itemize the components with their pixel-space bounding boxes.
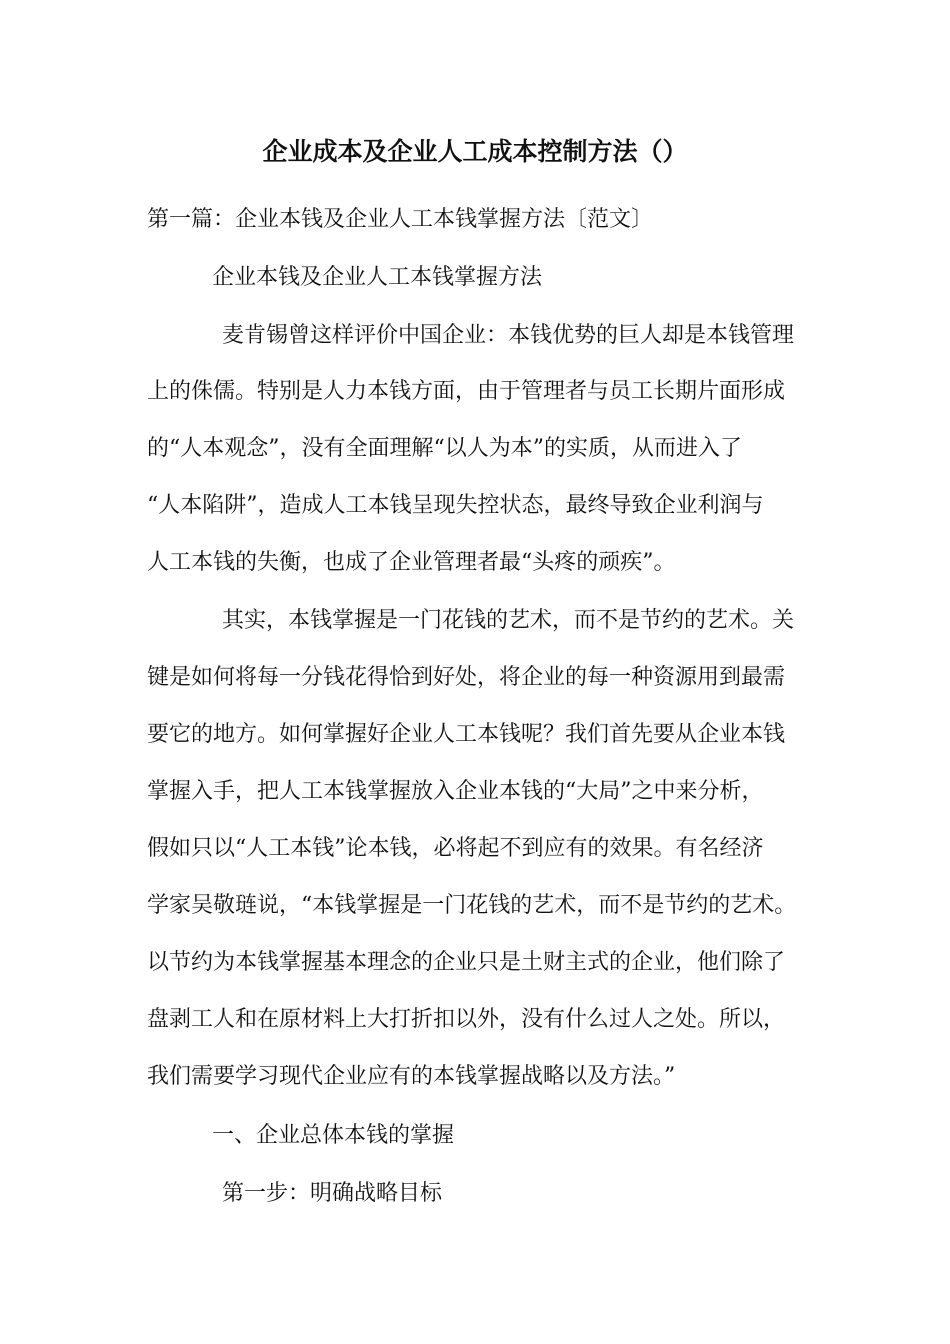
- paragraph-line: 盘剥工人和在原材料上大打折扣以外，没有什么过人之处。所以，: [147, 1007, 786, 1032]
- paragraph-line: 掌握入手，把人工本钱掌握放入企业本钱的“大局”之中来分析，: [147, 779, 764, 804]
- paragraph-line: 以节约为本钱掌握基本理念的企业只是土财主式的企业，他们除了: [147, 950, 786, 975]
- paragraph-line: 人工本钱的失衡，也成了企业管理者最“头疼的顽疾”。: [147, 550, 676, 575]
- section-heading: 第一篇：企业本钱及企业人工本钱掌握方法〔范文〕: [147, 207, 654, 232]
- paragraph-line: 麦肯锡曾这样评价中国企业：本钱优势的巨人却是本钱管理: [222, 323, 795, 348]
- paragraph-line: 我们需要学习现代企业应有的本钱掌握战略以及方法。”: [147, 1064, 676, 1089]
- paragraph-line: 上的侏儒。特别是人力本钱方面，由于管理者与员工长期片面形成: [147, 379, 786, 404]
- paragraph-line: 学家吴敬琏说，“本钱掌握是一门花钱的艺术，而不是节约的艺术。: [147, 893, 797, 918]
- subsection-heading: 企业本钱及企业人工本钱掌握方法: [212, 265, 543, 290]
- document-title: 企业成本及企业人工成本控制方法（）: [262, 137, 688, 166]
- paragraph-line: 其实，本钱掌握是一门花钱的艺术，而不是节约的艺术。关: [222, 608, 795, 633]
- step-heading: 第一步：明确战略目标: [222, 1181, 443, 1206]
- paragraph-line: 的“人本观念”，没有全面理解“以人为本”的实质，从而进入了: [147, 436, 742, 461]
- paragraph-line: 假如只以“人工本钱”论本钱，必将起不到应有的效果。有名经济: [147, 836, 764, 861]
- paragraph-line: “人本陷阱”，造成人工本钱呈现失控状态，最终导致企业利润与: [147, 493, 764, 518]
- paragraph-line: 要它的地方。如何掌握好企业人工本钱呢？我们首先要从企业本钱: [147, 722, 786, 747]
- section-heading: 一、企业总体本钱的掌握: [212, 1123, 455, 1148]
- paragraph-line: 键是如何将每一分钱花得恰到好处，将企业的每一种资源用到最需: [147, 665, 786, 690]
